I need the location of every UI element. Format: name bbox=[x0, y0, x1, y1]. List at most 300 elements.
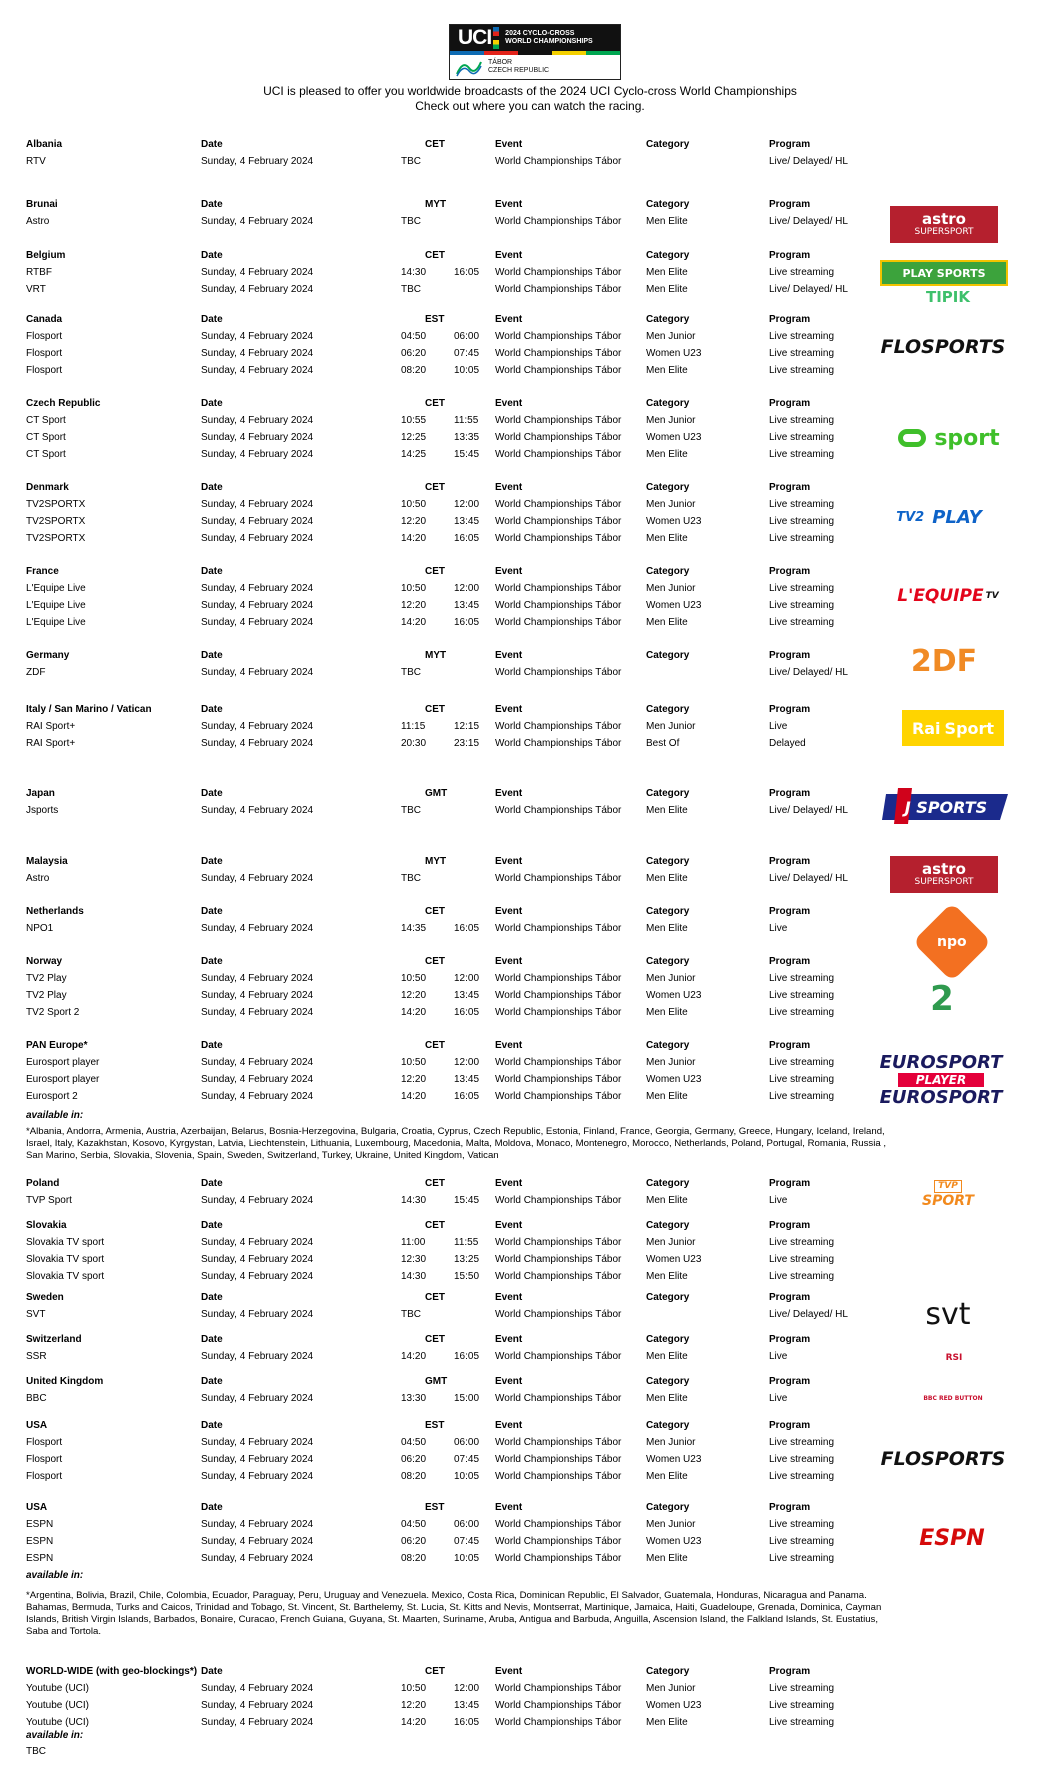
start-time: 12:30 bbox=[401, 1254, 427, 1265]
astro-supersport-logo-malaysia: astro SUPERSPORT bbox=[890, 856, 998, 893]
lequipe-tv-logo: L'EQUIPE TV bbox=[897, 586, 999, 606]
broadcaster-name: Flosport bbox=[26, 1454, 63, 1465]
event-name: World Championships Tábor bbox=[495, 1437, 622, 1448]
broadcaster-name: Slovakia TV sport bbox=[26, 1254, 105, 1265]
column-header-timezone: CET bbox=[425, 1040, 445, 1051]
race-category: Women U23 bbox=[646, 1074, 702, 1085]
race-category: Men Junior bbox=[646, 1237, 696, 1248]
broadcaster-name: CT Sport bbox=[26, 415, 66, 426]
event-name: World Championships Tábor bbox=[495, 1237, 622, 1248]
column-header-date: Date bbox=[201, 856, 223, 867]
column-header-category: Category bbox=[646, 566, 690, 577]
column-header-program: Program bbox=[769, 1220, 811, 1231]
event-name: World Championships Tábor bbox=[495, 331, 622, 342]
race-category: Men Elite bbox=[646, 216, 688, 227]
column-header-program: Program bbox=[769, 856, 811, 867]
svt-logo: svt bbox=[925, 1296, 971, 1332]
program-type: Live streaming bbox=[769, 1519, 835, 1530]
start-time: TBC bbox=[401, 284, 421, 295]
event-name: World Championships Tábor bbox=[495, 533, 622, 544]
event-name: World Championships Tábor bbox=[495, 738, 622, 749]
program-type: Live streaming bbox=[769, 1553, 835, 1564]
page-header bbox=[0, 0, 1040, 115]
column-header-category: Category bbox=[646, 1334, 690, 1345]
race-category: Women U23 bbox=[646, 1254, 702, 1265]
end-time: 15:45 bbox=[454, 449, 480, 460]
broadcaster-name: TV2 Play bbox=[26, 990, 67, 1001]
event-name: World Championships Tábor bbox=[495, 1717, 622, 1728]
espn-logo: ESPN bbox=[919, 1525, 985, 1551]
column-header-category: Category bbox=[646, 1420, 690, 1431]
section-country: Japan bbox=[26, 788, 55, 799]
end-time: 16:05 bbox=[454, 533, 480, 544]
section-country: Slovakia bbox=[26, 1220, 67, 1231]
race-category: Men Junior bbox=[646, 973, 696, 984]
broadcaster-name: Flosport bbox=[26, 331, 63, 342]
broadcast-date: Sunday, 4 February 2024 bbox=[201, 973, 314, 984]
broadcaster-name: SVT bbox=[26, 1309, 46, 1320]
broadcaster-name: TV2SPORTX bbox=[26, 499, 86, 510]
start-time: 06:20 bbox=[401, 1536, 427, 1547]
broadcaster-name: BBC bbox=[26, 1393, 47, 1404]
start-time: 14:20 bbox=[401, 1091, 427, 1102]
section-country: Switzerland bbox=[26, 1334, 82, 1345]
broadcast-date: Sunday, 4 February 2024 bbox=[201, 284, 314, 295]
end-time: 13:45 bbox=[454, 1074, 480, 1085]
column-header-category: Category bbox=[646, 1178, 690, 1189]
column-header-event: Event bbox=[495, 1666, 523, 1677]
broadcaster-name: ESPN bbox=[26, 1553, 54, 1564]
program-type: Live streaming bbox=[769, 1717, 835, 1728]
section-country: Czech Republic bbox=[26, 398, 101, 409]
program-type: Live streaming bbox=[769, 1057, 835, 1068]
section-country: France bbox=[26, 566, 59, 577]
start-time: 04:50 bbox=[401, 1519, 427, 1530]
column-header-program: Program bbox=[769, 906, 811, 917]
program-type: Live streaming bbox=[769, 499, 835, 510]
column-header-category: Category bbox=[646, 1666, 690, 1677]
section-country: Canada bbox=[26, 314, 63, 325]
broadcast-date: Sunday, 4 February 2024 bbox=[201, 415, 314, 426]
end-time: 13:25 bbox=[454, 1254, 480, 1265]
column-header-timezone: CET bbox=[425, 1334, 445, 1345]
broadcaster-name: Eurosport player bbox=[26, 1074, 100, 1085]
start-time: 13:30 bbox=[401, 1393, 427, 1404]
end-time: 12:00 bbox=[454, 1057, 480, 1068]
race-category: Men Elite bbox=[646, 1553, 688, 1564]
end-time: 10:05 bbox=[454, 1553, 480, 1564]
broadcast-date: Sunday, 4 February 2024 bbox=[201, 1393, 314, 1404]
column-header-program: Program bbox=[769, 788, 811, 799]
event-name: World Championships Tábor bbox=[495, 284, 622, 295]
available-in-label-europe: available in: bbox=[26, 1110, 84, 1121]
column-header-date: Date bbox=[201, 1376, 223, 1387]
race-category: Men Elite bbox=[646, 1195, 688, 1206]
end-time: 07:45 bbox=[454, 348, 480, 359]
race-category: Men Elite bbox=[646, 267, 688, 278]
broadcaster-name: Flosport bbox=[26, 1471, 63, 1482]
race-category: Men Junior bbox=[646, 415, 696, 426]
race-category: Men Elite bbox=[646, 1007, 688, 1018]
program-type: Live streaming bbox=[769, 449, 835, 460]
race-category: Men Elite bbox=[646, 284, 688, 295]
column-header-program: Program bbox=[769, 1040, 811, 1051]
end-time: 15:50 bbox=[454, 1271, 480, 1282]
play-sports-logo: PLAY SPORTS bbox=[880, 260, 1008, 286]
end-time: 13:45 bbox=[454, 990, 480, 1001]
americas-countries-note: *Argentina, Bolivia, Brazil, Chile, Colombia, Ecuador, Paraguay, Peru, Uruguay and Venezuela. Mexico, Costa Rica, Dominican Republic, El Salvador, Guatemala, Honduras, Nicaragua and Panama. Bahamas, Bermuda, Turks and Caicos, Trinidad and Tobago, St. Vincent, St. Barthelemy, St. Lucia, St. Kitts and Nevis, Montserrat, Martinique, Jamaica, Haiti, Guadeloupe, Grenada, Dominica, Cayman Islands, British Virgin Islands, Barbados, Bonaire, Curacao, French Guiana, Guyana, St. Maarten, Suriname, Aruba, Antigua and Barbuda, Anguilla, Ascension Island, the Falkland Islands, St. Eustatius, Saba and Tortola. bbox=[26, 1590, 882, 1637]
column-header-event: Event bbox=[495, 482, 523, 493]
race-category: Men Elite bbox=[646, 365, 688, 376]
column-header-date: Date bbox=[201, 566, 223, 577]
column-header-event: Event bbox=[495, 199, 523, 210]
column-header-program: Program bbox=[769, 1420, 811, 1431]
broadcast-date: Sunday, 4 February 2024 bbox=[201, 990, 314, 1001]
npo-logo: npo bbox=[912, 902, 991, 981]
broadcast-date: Sunday, 4 February 2024 bbox=[201, 1454, 314, 1465]
program-type: Live streaming bbox=[769, 1254, 835, 1265]
race-category: Men Elite bbox=[646, 1393, 688, 1404]
broadcaster-name: Youtube (UCI) bbox=[26, 1700, 89, 1711]
broadcast-date: Sunday, 4 February 2024 bbox=[201, 1007, 314, 1018]
section-country: United Kingdom bbox=[26, 1376, 104, 1387]
event-name: World Championships Tábor bbox=[495, 1074, 622, 1085]
program-type: Live bbox=[769, 721, 788, 732]
column-header-category: Category bbox=[646, 1292, 690, 1303]
column-header-program: Program bbox=[769, 1178, 811, 1189]
broadcast-date: Sunday, 4 February 2024 bbox=[201, 1237, 314, 1248]
column-header-timezone: GMT bbox=[425, 788, 448, 799]
event-name: World Championships Tábor bbox=[495, 1454, 622, 1465]
section-country: Brunai bbox=[26, 199, 58, 210]
end-time: 16:05 bbox=[454, 1007, 480, 1018]
race-category: Best Of bbox=[646, 738, 680, 749]
broadcast-date: Sunday, 4 February 2024 bbox=[201, 533, 314, 544]
race-category: Women U23 bbox=[646, 1700, 702, 1711]
column-header-timezone: CET bbox=[425, 906, 445, 917]
broadcaster-name: Youtube (UCI) bbox=[26, 1683, 89, 1694]
column-header-timezone: CET bbox=[425, 1666, 445, 1677]
section-country: Sweden bbox=[26, 1292, 64, 1303]
column-header-event: Event bbox=[495, 1292, 523, 1303]
program-type: Live streaming bbox=[769, 1271, 835, 1282]
broadcast-date: Sunday, 4 February 2024 bbox=[201, 1195, 314, 1206]
section-country: Denmark bbox=[26, 482, 69, 493]
column-header-category: Category bbox=[646, 250, 690, 261]
start-time: 11:00 bbox=[401, 1237, 426, 1248]
broadcast-date: Sunday, 4 February 2024 bbox=[201, 216, 314, 227]
event-name: World Championships Tábor bbox=[495, 617, 622, 628]
column-header-category: Category bbox=[646, 856, 690, 867]
column-header-date: Date bbox=[201, 1420, 223, 1431]
program-type: Live streaming bbox=[769, 973, 835, 984]
race-category: Men Junior bbox=[646, 1057, 696, 1068]
event-name: World Championships Tábor bbox=[495, 1393, 622, 1404]
broadcast-date: Sunday, 4 February 2024 bbox=[201, 1057, 314, 1068]
broadcast-date: Sunday, 4 February 2024 bbox=[201, 449, 314, 460]
event-name: World Championships Tábor bbox=[495, 449, 622, 460]
end-time: 12:00 bbox=[454, 973, 480, 984]
end-time: 16:05 bbox=[454, 1351, 480, 1362]
column-header-event: Event bbox=[495, 1040, 523, 1051]
column-header-program: Program bbox=[769, 482, 811, 493]
end-time: 06:00 bbox=[454, 1437, 480, 1448]
start-time: 08:20 bbox=[401, 1553, 427, 1564]
broadcaster-name: CT Sport bbox=[26, 449, 66, 460]
broadcast-date: Sunday, 4 February 2024 bbox=[201, 1700, 314, 1711]
program-type: Live streaming bbox=[769, 415, 835, 426]
event-name: World Championships Tábor bbox=[495, 1271, 622, 1282]
event-name: World Championships Tábor bbox=[495, 1351, 622, 1362]
broadcast-date: Sunday, 4 February 2024 bbox=[201, 1091, 314, 1102]
column-header-program: Program bbox=[769, 139, 811, 150]
column-header-event: Event bbox=[495, 1178, 523, 1189]
broadcast-date: Sunday, 4 February 2024 bbox=[201, 617, 314, 628]
event-name: World Championships Tábor bbox=[495, 721, 622, 732]
end-time: 12:00 bbox=[454, 583, 480, 594]
end-time: 13:45 bbox=[454, 1700, 480, 1711]
start-time: TBC bbox=[401, 1309, 421, 1320]
start-time: 14:35 bbox=[401, 923, 427, 934]
broadcaster-name: Flosport bbox=[26, 365, 63, 376]
column-header-date: Date bbox=[201, 314, 223, 325]
column-header-event: Event bbox=[495, 1376, 523, 1387]
column-header-timezone: CET bbox=[425, 1178, 445, 1189]
broadcast-date: Sunday, 4 February 2024 bbox=[201, 600, 314, 611]
race-category: Men Elite bbox=[646, 1351, 688, 1362]
end-time: 07:45 bbox=[454, 1536, 480, 1547]
column-header-program: Program bbox=[769, 704, 811, 715]
europe-countries-note: *Albania, Andorra, Armenia, Austria, Azerbaijan, Belarus, Bosnia-Herzegovina, Bulgaria, Croatia, Cyprus, Czech Republic, Estonia, Finland, France, Georgia, Germany, Greece, Hungary, Iceland, Ireland, Israel, Italy, Kazakhstan, Kosovo, Kyrgystan, Latvia, Liechtenstein, Lithuania, Luxembourg, Macedonia, Malta, Moldova, Monaco, Montenegro, Morocco, Netherlands, Poland, Portugal, Romania, Russia , San Marino, Serbia, Slovakia, Slovenia, Spain, Sweden, Switzerland, Turkey, Ukraine, United Kingdom, Vatican bbox=[26, 1126, 886, 1161]
program-type: Live streaming bbox=[769, 432, 835, 443]
event-name: World Championships Tábor bbox=[495, 583, 622, 594]
column-header-date: Date bbox=[201, 398, 223, 409]
event-name: World Championships Tábor bbox=[495, 923, 622, 934]
event-name: World Championships Tábor bbox=[495, 667, 622, 678]
event-name: World Championships Tábor bbox=[495, 516, 622, 527]
broadcast-date: Sunday, 4 February 2024 bbox=[201, 348, 314, 359]
event-name: World Championships Tábor bbox=[495, 990, 622, 1001]
column-header-category: Category bbox=[646, 199, 690, 210]
start-time: 12:20 bbox=[401, 990, 427, 1001]
event-name: World Championships Tábor bbox=[495, 156, 622, 167]
start-time: 10:50 bbox=[401, 973, 427, 984]
column-header-date: Date bbox=[201, 1040, 223, 1051]
column-header-event: Event bbox=[495, 139, 523, 150]
event-name: World Championships Tábor bbox=[495, 805, 622, 816]
broadcaster-name: L'Equipe Live bbox=[26, 583, 86, 594]
program-type: Live streaming bbox=[769, 1536, 835, 1547]
race-category: Women U23 bbox=[646, 348, 702, 359]
column-header-date: Date bbox=[201, 199, 223, 210]
broadcast-date: Sunday, 4 February 2024 bbox=[201, 1309, 314, 1320]
column-header-event: Event bbox=[495, 956, 523, 967]
column-header-event: Event bbox=[495, 856, 523, 867]
end-time: 23:15 bbox=[454, 738, 480, 749]
broadcast-date: Sunday, 4 February 2024 bbox=[201, 1271, 314, 1282]
race-category: Women U23 bbox=[646, 432, 702, 443]
start-time: 14:25 bbox=[401, 449, 427, 460]
program-type: Live streaming bbox=[769, 1683, 835, 1694]
race-category: Men Junior bbox=[646, 1437, 696, 1448]
column-header-category: Category bbox=[646, 650, 690, 661]
broadcast-date: Sunday, 4 February 2024 bbox=[201, 667, 314, 678]
section-country: Albania bbox=[26, 139, 63, 150]
start-time: TBC bbox=[401, 805, 421, 816]
event-name: World Championships Tábor bbox=[495, 365, 622, 376]
race-category: Women U23 bbox=[646, 1454, 702, 1465]
broadcaster-name: SSR bbox=[26, 1351, 47, 1362]
broadcast-date: Sunday, 4 February 2024 bbox=[201, 923, 314, 934]
start-time: TBC bbox=[401, 216, 421, 227]
column-header-date: Date bbox=[201, 1178, 223, 1189]
column-header-timezone: CET bbox=[425, 704, 445, 715]
column-header-timezone: MYT bbox=[425, 856, 447, 867]
program-type: Live bbox=[769, 923, 788, 934]
program-type: Live streaming bbox=[769, 1471, 835, 1482]
event-name: World Championships Tábor bbox=[495, 1309, 622, 1320]
program-type: Live streaming bbox=[769, 516, 835, 527]
event-name: World Championships Tábor bbox=[495, 873, 622, 884]
column-header-event: Event bbox=[495, 398, 523, 409]
column-header-program: Program bbox=[769, 250, 811, 261]
bbc-red-button-logo: BBC RED BUTTON bbox=[923, 1394, 983, 1402]
program-type: Live streaming bbox=[769, 1074, 835, 1085]
column-header-category: Category bbox=[646, 1040, 690, 1051]
end-time: 16:05 bbox=[454, 1717, 480, 1728]
program-type: Live streaming bbox=[769, 1237, 835, 1248]
broadcast-date: Sunday, 4 February 2024 bbox=[201, 1536, 314, 1547]
event-name: World Championships Tábor bbox=[495, 1700, 622, 1711]
broadcast-date: Sunday, 4 February 2024 bbox=[201, 331, 314, 342]
column-header-timezone: EST bbox=[425, 1420, 445, 1431]
broadcaster-name: Flosport bbox=[26, 1437, 63, 1448]
end-time: 11:55 bbox=[454, 415, 479, 426]
flosports-logo-canada: FLOSPORTS bbox=[880, 336, 1006, 358]
column-header-program: Program bbox=[769, 1376, 811, 1387]
program-type: Live/ Delayed/ HL bbox=[769, 1309, 848, 1320]
broadcaster-name: TV2 Sport 2 bbox=[26, 1007, 80, 1018]
jsports-logo: J SPORTS bbox=[882, 786, 1010, 828]
start-time: 12:20 bbox=[401, 1700, 427, 1711]
column-header-date: Date bbox=[201, 1502, 223, 1513]
column-header-event: Event bbox=[495, 1220, 523, 1231]
column-header-timezone: CET bbox=[425, 1220, 445, 1231]
column-header-event: Event bbox=[495, 788, 523, 799]
program-type: Live streaming bbox=[769, 990, 835, 1001]
broadcast-date: Sunday, 4 February 2024 bbox=[201, 516, 314, 527]
column-header-timezone: EST bbox=[425, 314, 445, 325]
race-category: Women U23 bbox=[646, 1536, 702, 1547]
end-time: 13:45 bbox=[454, 600, 480, 611]
broadcaster-name: TV2 Play bbox=[26, 973, 67, 984]
start-time: 12:20 bbox=[401, 600, 427, 611]
broadcast-date: Sunday, 4 February 2024 bbox=[201, 1074, 314, 1085]
broadcast-date: Sunday, 4 February 2024 bbox=[201, 499, 314, 510]
rainbow-stripes-icon bbox=[493, 27, 499, 49]
event-name: World Championships Tábor bbox=[495, 1519, 622, 1530]
column-header-timezone: CET bbox=[425, 398, 445, 409]
zdf-logo: 2DF bbox=[910, 643, 978, 679]
ct-sport-logo: sport bbox=[876, 423, 1022, 453]
section-country: Netherlands bbox=[26, 906, 84, 917]
column-header-program: Program bbox=[769, 566, 811, 577]
column-header-program: Program bbox=[769, 1334, 811, 1345]
logo-place-line1: TÁBOR bbox=[488, 59, 513, 66]
broadcast-date: Sunday, 4 February 2024 bbox=[201, 1553, 314, 1564]
column-header-timezone: GMT bbox=[425, 1376, 448, 1387]
broadcaster-name: RTV bbox=[26, 156, 46, 167]
end-time: 15:45 bbox=[454, 1195, 480, 1206]
start-time: 08:20 bbox=[401, 1471, 427, 1482]
column-header-event: Event bbox=[495, 1420, 523, 1431]
column-header-category: Category bbox=[646, 788, 690, 799]
column-header-timezone: CET bbox=[425, 482, 445, 493]
program-type: Live streaming bbox=[769, 348, 835, 359]
start-time: 14:20 bbox=[401, 533, 427, 544]
end-time: 16:05 bbox=[454, 267, 480, 278]
program-type: Live bbox=[769, 1393, 788, 1404]
broadcaster-name: ESPN bbox=[26, 1519, 54, 1530]
event-name: World Championships Tábor bbox=[495, 348, 622, 359]
column-header-date: Date bbox=[201, 1666, 223, 1677]
broadcaster-name: TVP Sport bbox=[26, 1195, 72, 1206]
end-time: 06:00 bbox=[454, 1519, 480, 1530]
broadcaster-name: L'Equipe Live bbox=[26, 617, 86, 628]
section-country: USA bbox=[26, 1502, 48, 1513]
intro-line-1: UCI is pleased to offer you worldwide broadcasts of the 2024 UCI Cyclo-cross World Championships bbox=[263, 84, 797, 98]
start-time: 20:30 bbox=[401, 738, 427, 749]
program-type: Live streaming bbox=[769, 1454, 835, 1465]
event-name: World Championships Tábor bbox=[495, 1007, 622, 1018]
column-header-program: Program bbox=[769, 398, 811, 409]
start-time: 12:20 bbox=[401, 1074, 427, 1085]
column-header-category: Category bbox=[646, 1376, 690, 1387]
broadcast-date: Sunday, 4 February 2024 bbox=[201, 1519, 314, 1530]
start-time: TBC bbox=[401, 156, 421, 167]
end-time: 15:00 bbox=[454, 1393, 480, 1404]
column-header-date: Date bbox=[201, 650, 223, 661]
end-time: 16:05 bbox=[454, 923, 480, 934]
program-type: Live streaming bbox=[769, 365, 835, 376]
end-time: 07:45 bbox=[454, 1454, 480, 1465]
section-country: Malaysia bbox=[26, 856, 68, 867]
program-type: Live streaming bbox=[769, 267, 835, 278]
column-header-timezone: CET bbox=[425, 250, 445, 261]
start-time: 06:20 bbox=[401, 1454, 427, 1465]
event-name: World Championships Tábor bbox=[495, 1195, 622, 1206]
start-time: 10:50 bbox=[401, 1683, 427, 1694]
column-header-event: Event bbox=[495, 314, 523, 325]
race-category: Men Junior bbox=[646, 583, 696, 594]
column-header-date: Date bbox=[201, 1220, 223, 1231]
column-header-program: Program bbox=[769, 1666, 811, 1677]
end-time: 16:05 bbox=[454, 1091, 480, 1102]
broadcaster-name: Astro bbox=[26, 873, 50, 884]
end-time: 12:00 bbox=[454, 1683, 480, 1694]
column-header-category: Category bbox=[646, 1220, 690, 1231]
broadcaster-name: Eurosport 2 bbox=[26, 1091, 78, 1102]
program-type: Live streaming bbox=[769, 617, 835, 628]
column-header-event: Event bbox=[495, 250, 523, 261]
broadcast-date: Sunday, 4 February 2024 bbox=[201, 1254, 314, 1265]
start-time: 08:20 bbox=[401, 365, 427, 376]
broadcast-date: Sunday, 4 February 2024 bbox=[201, 583, 314, 594]
race-category: Men Elite bbox=[646, 617, 688, 628]
broadcaster-name: Flosport bbox=[26, 348, 63, 359]
available-in-label-worldwide: available in: bbox=[26, 1730, 84, 1741]
race-category: Women U23 bbox=[646, 990, 702, 1001]
